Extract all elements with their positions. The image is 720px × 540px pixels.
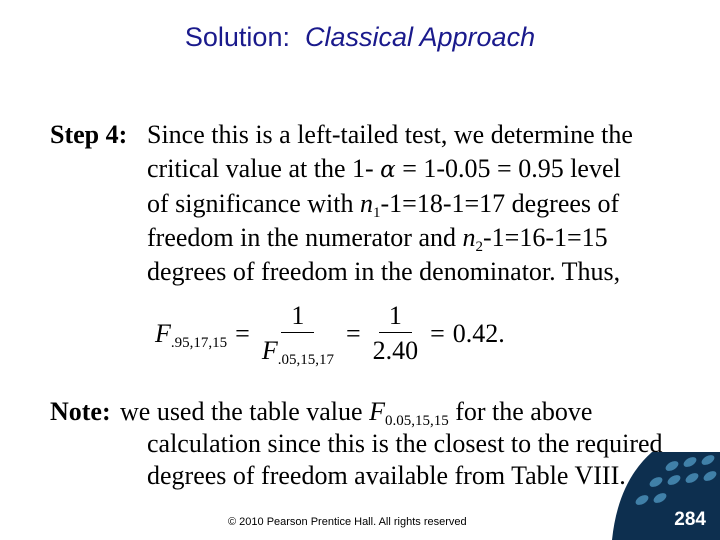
fraction-2-denominator: 2.40 [372, 335, 419, 365]
slide-title [0, 22, 720, 53]
step-line-2-text-a: critical value at the 1- [147, 154, 374, 183]
equals-sign-2: = [345, 319, 361, 348]
step-line-4 [147, 221, 707, 255]
note-line-1 [120, 396, 592, 428]
note-line-1-text-a: we used the table value [120, 397, 370, 426]
fraction-2-numerator: 1 [379, 300, 412, 333]
title-part1: Solution: [184, 22, 290, 52]
note-f-subscript: 0.05,15,15 [384, 413, 449, 429]
step-line-3-text-a: of significance with [147, 189, 360, 218]
alpha-symbol: α [380, 157, 396, 183]
step-line-3-text-b: -1=18-1=17 degrees of [380, 189, 620, 218]
n2-subscript: 2 [475, 239, 483, 255]
step-label: Step 4: [50, 120, 128, 149]
note-f-variable: F [369, 397, 385, 426]
n1-subscript: 1 [373, 205, 381, 221]
step-line-4-text-b: -1=16-1=15 [483, 223, 608, 252]
fraction-1 [258, 300, 338, 369]
equals-sign-3: = [430, 319, 445, 348]
note-line-3: degrees of freedom available from Table VIII. [147, 461, 626, 490]
step-line-2-text-b: = 1-0.05 = 0.95 level [395, 154, 621, 183]
note-label: Note: [50, 397, 111, 426]
step-line-5: degrees of freedom in the denominator. Thus, [147, 257, 621, 286]
title-part2: Classical Approach [304, 22, 536, 52]
formula-lhs-sub: .95,17,15 [170, 335, 228, 351]
copyright-notice: © 2010 Pearson Prentice Hall. All rights reserved [228, 516, 467, 528]
critical-value-formula [155, 294, 505, 374]
step-line-3 [147, 187, 707, 221]
step-body [147, 118, 707, 289]
fraction-1-den-sub: .05,15,17 [277, 351, 334, 368]
formula-lhs-var: F [155, 319, 171, 348]
step-line-1: Since this is a left-tailed test, we determine the [147, 120, 633, 149]
equals-sign-1: = [235, 319, 250, 348]
fraction-1-denominator [258, 333, 338, 369]
n1-variable: n [360, 189, 373, 218]
fraction-1-den-var: F [261, 335, 278, 365]
note-line-2: calculation since this is the closest to the required [147, 429, 663, 458]
fraction-2 [369, 300, 423, 369]
step-line-2 [147, 152, 707, 187]
formula-result: 0.42. [452, 319, 505, 348]
page-number: 284 [674, 509, 706, 530]
n2-variable: n [462, 223, 476, 252]
step-line-4-text-a: freedom in the numerator and [147, 223, 463, 252]
fraction-1-numerator: 1 [281, 300, 314, 333]
formula-lhs [155, 319, 227, 349]
note-line-1-text-b: for the above [448, 397, 593, 426]
